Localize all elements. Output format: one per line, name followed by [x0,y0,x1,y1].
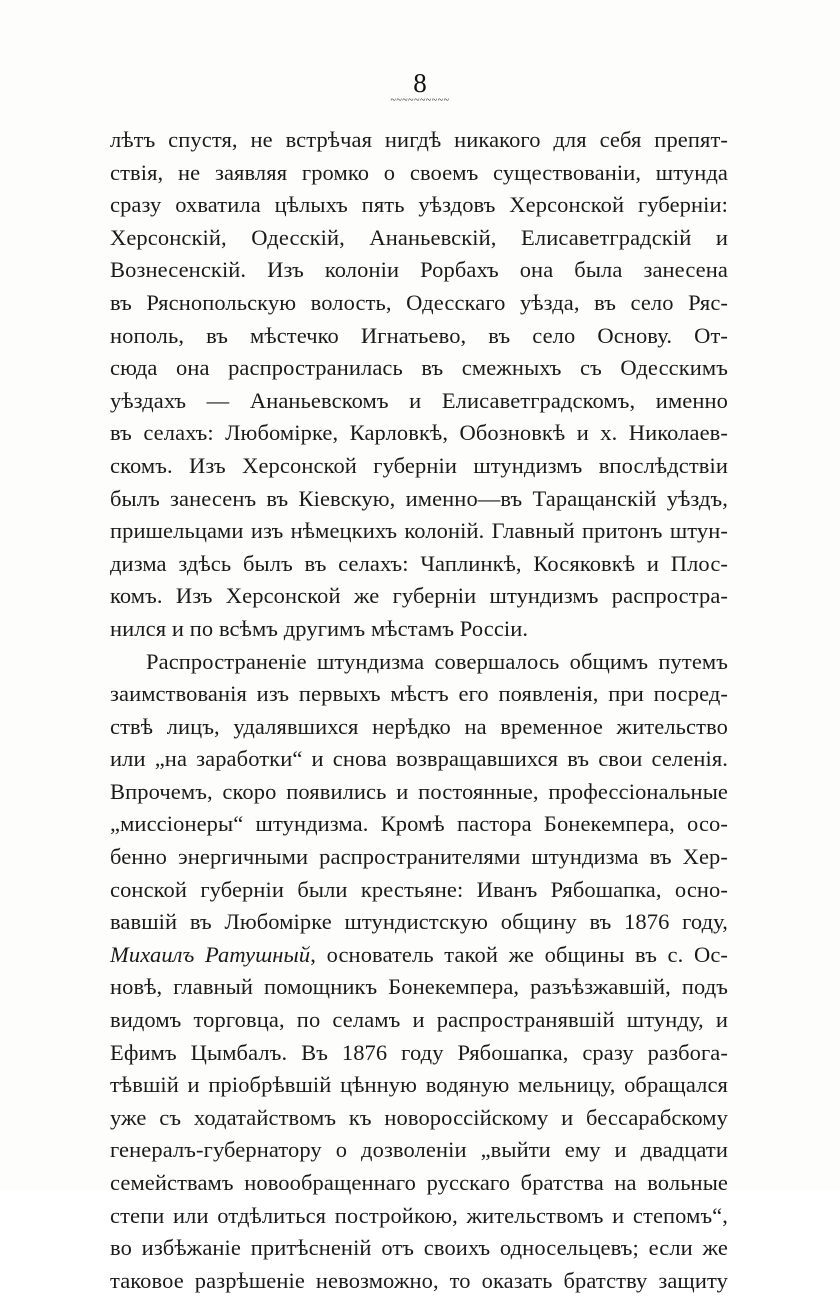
text-line: въ селахъ: Любомірке, Карловкѣ, Обозновкѣ и х. Николаев- [110,417,728,450]
text-line: нился и по всѣмъ другимъ мѣстамъ Россіи. [110,613,728,646]
text-line: уже съ ходатайствомъ къ новороссійскому и бессарабскому [110,1102,728,1135]
text-line: видомъ торговца, по селамъ и распространявшій штунду, и [110,1004,728,1037]
text-line: Ефимъ Цымбалъ. Въ 1876 году Рябошапка, сразу разбога- [110,1037,728,1070]
text-line: или „на заработки“ и снова возвращавшихся въ свои селенія. [110,743,728,776]
text-line: новѣ, главный помощникъ Бонекемпера, разъѣзжавшій, подъ [110,971,728,1004]
line-rest: , основатель такой же общины въ с. Ос- [310,942,728,967]
text-line: сонской губерніи были крестьяне: Иванъ Рябошапка, осно- [110,874,728,907]
paragraph-1 [110,124,728,646]
text-line: лѣтъ спустя, не встрѣчая нигдѣ никакого для себя препят- [110,124,728,157]
header-ornament: ~~~~~~~~~~ [0,95,840,107]
text-line: семействамъ новообращеннаго русскаго братства на вольные [110,1167,728,1200]
text-line: Херсонскій, Одесскій, Ананьевскій, Елисаветградскій и [110,222,728,255]
text-line: уѣздахъ — Ананьевскомъ и Елисаветградскомъ, именно [110,385,728,418]
body-text [110,124,728,1297]
text-line: ствія, не заявляя громко о своемъ существованіи, штунда [110,157,728,190]
text-line: сразу охватила цѣлыхъ пять уѣздовъ Херсонской губерніи: [110,189,728,222]
page-number: 8 [0,68,840,98]
text-line: дизма здѣсь былъ въ селахъ: Чаплинкѣ, Косяковкѣ и Плос- [110,548,728,581]
text-line: ствѣ лицъ, удалявшихся нерѣдко на временное жительство [110,711,728,744]
text-line: вавшій въ Любомірке штундистскую общину въ 1876 году, [110,906,728,939]
text-line: пришельцами изъ нѣмецкихъ колоній. Главный притонъ штун- [110,515,728,548]
text-line: былъ занесенъ въ Кіевскую, именно—въ Таращанскій уѣздъ, [110,483,728,516]
text-line: Распространеніе штундизма совершалось общимъ путемъ [110,646,728,679]
text-line: „миссіонеры“ штундизма. Кромѣ пастора Бонекемпера, осо- [110,808,728,841]
text-line: сюда она распространилась въ смежныхъ съ Одесскимъ [110,352,728,385]
text-line: комъ. Изъ Херсонской же губерніи штундизмъ распростра- [110,580,728,613]
paragraph-2 [110,646,728,1297]
text-line: въ Ряснопольскую волость, Одесскаго уѣзда, въ село Ряс- [110,287,728,320]
text-line: степи или отдѣлиться постройкою, жительствомъ и степомъ“, [110,1200,728,1233]
text-line: нополь, въ мѣстечко Игнатьево, въ село Основу. От- [110,320,728,353]
text-line: Вознесенскій. Изъ колоніи Рорбахъ она была занесена [110,254,728,287]
text-line: заимствованія изъ первыхъ мѣстъ его появленія, при посред- [110,678,728,711]
text-line: Впрочемъ, скоро появились и постоянные, профессіональные [110,776,728,809]
text-line: во избѣжаніе притѣсненій отъ своихъ односельцевъ; если же [110,1232,728,1265]
italic-name: Михаилъ Ратушный [110,942,310,967]
text-line: таковое разрѣшеніе невозможно, то оказать братству защиту [110,1265,728,1297]
text-line: скомъ. Изъ Херсонской губерніи штундизмъ впослѣдствіи [110,450,728,483]
text-line: тѣвшій и пріобрѣвшій цѣнную водяную мельницу, обращался [110,1069,728,1102]
text-line: генералъ-губернатору о дозволеніи „выйти ему и двадцати [110,1134,728,1167]
text-line-with-italic [110,939,728,972]
text-line: бенно энергичными распространителями штундизма въ Хер- [110,841,728,874]
